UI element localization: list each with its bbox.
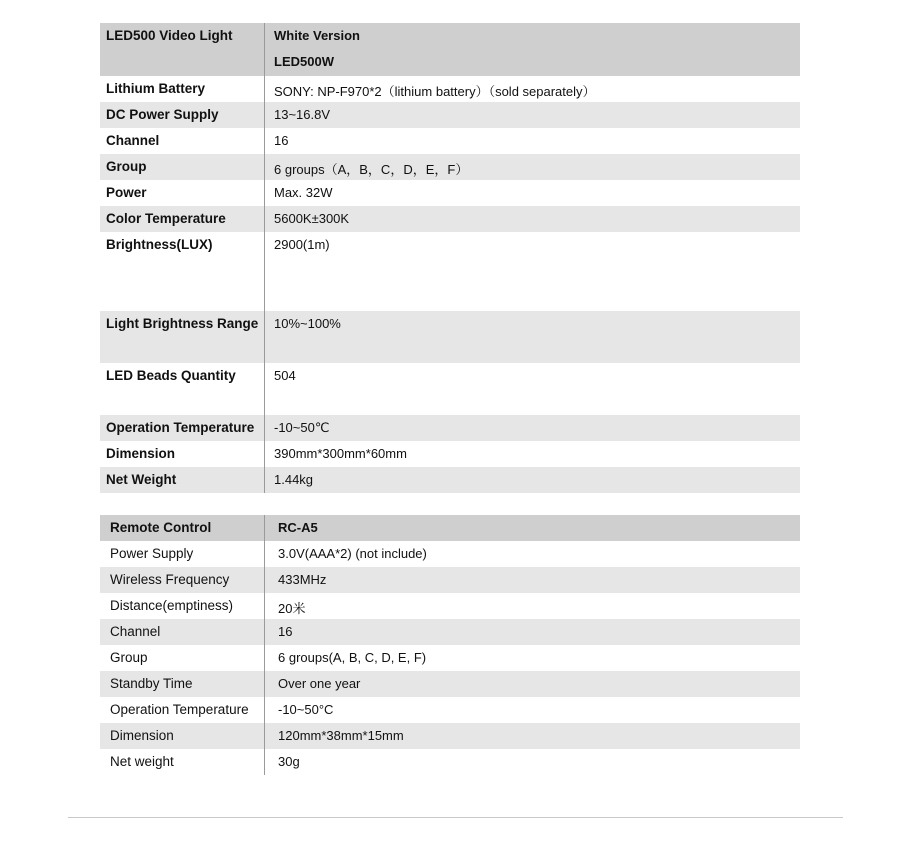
row-value: 13~16.8V [274, 107, 331, 122]
table-row [100, 619, 800, 645]
row-label: Channel [100, 128, 265, 154]
table-row [100, 749, 800, 775]
table-row [100, 180, 800, 206]
row-label: Light Brightness Range [100, 311, 265, 363]
table-row [100, 645, 800, 671]
row-label: Color Temperature [100, 206, 265, 232]
row-value: 2900(1m) [274, 237, 330, 252]
row-value: Max. 32W [274, 185, 333, 200]
row-value: SONY: NP-F970*2（lithium battery）（sold separately） [274, 84, 596, 99]
table-row [100, 102, 800, 128]
row-label: Power Supply [100, 541, 265, 567]
row-label: Standby Time [100, 671, 265, 697]
spec-table [100, 23, 800, 493]
row-value: 30g [278, 754, 300, 769]
remote-header-label: Remote Control [100, 515, 265, 541]
row-value: 5600K±300K [274, 211, 350, 226]
table-row [100, 76, 800, 102]
row-label: Dimension [100, 441, 265, 467]
table-row [100, 441, 800, 467]
row-label: Lithium Battery [100, 76, 265, 102]
row-value: Over one year [278, 676, 361, 691]
row-value: -10~50℃ [274, 420, 330, 435]
row-label: Group [100, 154, 265, 180]
row-value: 10%~100% [274, 316, 341, 331]
bottom-divider [68, 817, 843, 818]
table-row [100, 567, 800, 593]
row-label: Power [100, 180, 265, 206]
row-label: DC Power Supply [100, 102, 265, 128]
table-row [100, 467, 800, 493]
spec-header-row [100, 23, 800, 76]
table-row [100, 363, 800, 415]
row-label: Brightness(LUX) [100, 232, 265, 311]
table-row [100, 128, 800, 154]
spec-header-label: LED500 Video Light [100, 23, 265, 76]
row-label: Dimension [100, 723, 265, 749]
row-label: Net Weight [100, 467, 265, 493]
table-row [100, 415, 800, 441]
row-label: LED Beads Quantity [100, 363, 265, 415]
table-row [100, 593, 800, 619]
table-row [100, 723, 800, 749]
row-value: 504 [274, 368, 296, 383]
row-label: Wireless Frequency [100, 567, 265, 593]
row-label: Group [100, 645, 265, 671]
row-value: 16 [274, 133, 289, 148]
row-value: 6 groups（A，B，C，D，E，F） [274, 162, 469, 177]
version-name: White Version [274, 28, 360, 43]
table-row [100, 697, 800, 723]
table-row [100, 311, 800, 363]
row-value: 6 groups(A, B, C, D, E, F) [278, 650, 427, 665]
remote-header-row [100, 515, 800, 541]
remote-control-table [100, 515, 800, 775]
model-number: LED500W [274, 54, 334, 69]
row-label: Net weight [100, 749, 265, 775]
row-label: Channel [100, 619, 265, 645]
row-label: Operation Temperature [100, 415, 265, 441]
row-value: -10~50°C [278, 702, 334, 717]
table-row [100, 154, 800, 180]
spec-header-values [265, 23, 800, 76]
row-value: 1.44kg [274, 472, 314, 487]
row-value: 3.0V(AAA*2) (not include) [278, 546, 427, 561]
row-label: Operation Temperature [100, 697, 265, 723]
row-value: 433MHz [278, 572, 327, 587]
row-value: 20米 [278, 601, 306, 616]
table-row [100, 671, 800, 697]
remote-header-value: RC-A5 [278, 520, 318, 535]
table-row [100, 206, 800, 232]
row-value: 16 [278, 624, 293, 639]
table-row [100, 541, 800, 567]
row-value: 390mm*300mm*60mm [274, 446, 407, 461]
row-value: 120mm*38mm*15mm [278, 728, 404, 743]
row-label: Distance(emptiness) [100, 593, 265, 619]
table-row [100, 232, 800, 311]
